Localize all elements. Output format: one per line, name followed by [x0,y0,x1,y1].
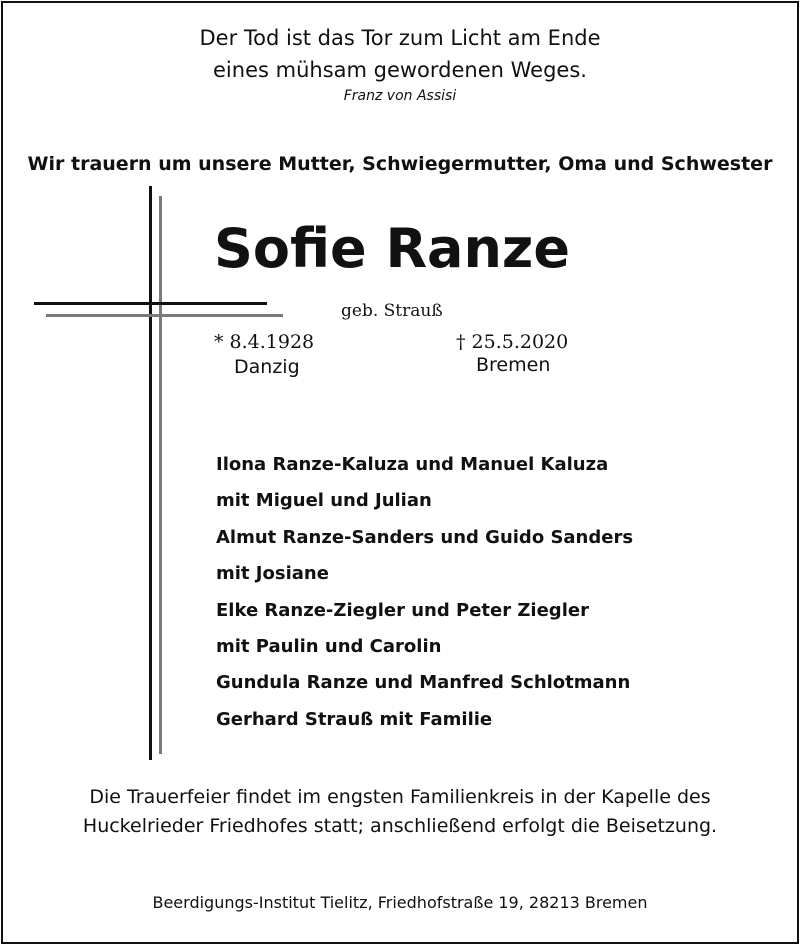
service-info-line-1: Die Trauerfeier findet im engsten Familienkreis in der Kapelle des [89,786,711,808]
funeral-home-address: Beerdigungs-Institut Tielitz, Friedhofstraße 19, 28213 Bremen [152,893,648,912]
mourners-list [216,449,633,740]
mourner-line: Elke Ranze-Ziegler und Peter Ziegler [216,599,589,621]
birth-place: Danzig [234,356,300,378]
birth-date: * 8.4.1928 [214,331,315,353]
quote-line-1: Der Tod ist das Tor zum Licht am Ende [199,26,601,50]
mourning-announcement: Wir trauern um unsere Mutter, Schwiegermutter, Oma und Schwester [27,153,773,175]
deceased-name: Sofie Ranze [214,217,570,280]
quote-line-2: eines mühsam gewordenen Weges. [213,58,587,82]
mourner-line: mit Josiane [216,563,329,585]
cross-horizontal-bar [34,302,267,305]
cross-horizontal-shadow [46,314,283,317]
birth-name: geb. Strauß [341,301,443,321]
cross-vertical-shadow [159,196,162,754]
death-date: † 25.5.2020 [456,331,569,353]
mourner-line: Ilona Ranze-Kaluza und Manuel Kaluza [216,454,609,475]
mourner-line: mit Miguel und Julian [216,490,432,512]
mourner-line: Almut Ranze-Sanders und Guido Sanders [216,526,634,548]
cross-vertical-bar [149,186,152,760]
mourner-line: Gerhard Strauß mit Familie [216,708,493,730]
mourner-line: Gundula Ranze und Manfred Schlotmann [216,672,631,694]
service-info-line-2: Huckelrieder Friedhofes statt; anschließend erfolgt die Beisetzung. [82,815,718,837]
quote-author: Franz von Assisi [343,88,457,104]
death-place: Bremen [476,354,551,376]
mourner-line: mit Paulin und Carolin [216,635,442,657]
